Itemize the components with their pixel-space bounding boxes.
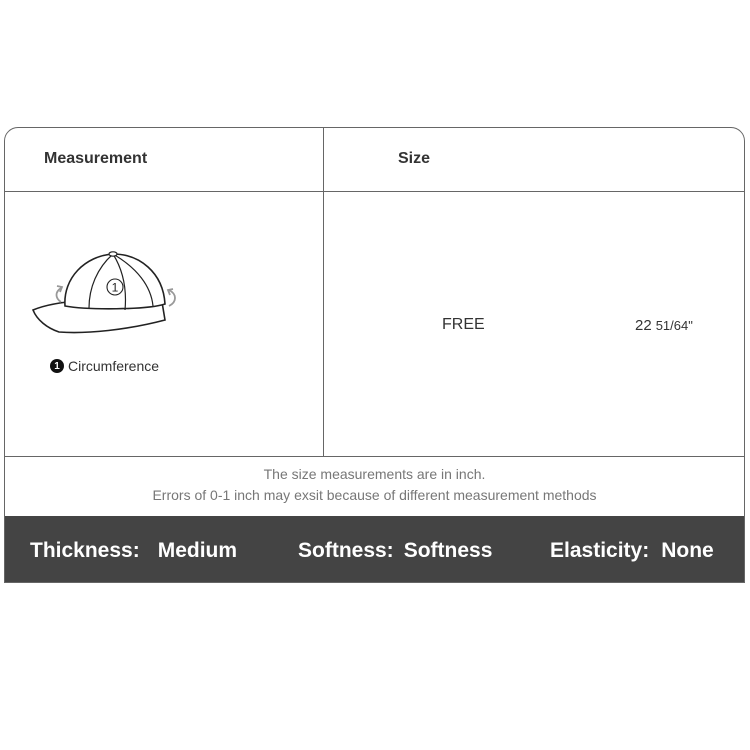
thickness-value: Medium <box>157 539 238 562</box>
thickness-label: Thickness: <box>30 539 140 562</box>
softness-value: Softness <box>403 539 493 562</box>
note-line-2: Errors of 0-1 inch may exsit because of different measurement methods <box>152 487 597 503</box>
note-line-1: The size measurements are in inch. <box>263 466 486 482</box>
attribute-bar <box>5 516 744 583</box>
size-header: Size <box>398 150 431 167</box>
baseball-cap-illustration <box>27 248 197 348</box>
legend-label: Circumference <box>68 358 160 374</box>
measurement-note <box>5 464 744 506</box>
elasticity-value: None <box>661 539 714 562</box>
elasticity-attribute <box>550 539 714 563</box>
elasticity-label: Elasticity: <box>550 539 650 562</box>
legend-number-badge: 1 <box>50 359 64 373</box>
softness-attribute <box>298 539 492 563</box>
softness-label: Softness: <box>298 539 394 562</box>
column-divider <box>323 128 324 456</box>
size-label: FREE <box>442 316 485 333</box>
size-value <box>635 317 693 334</box>
circumference-legend <box>50 358 159 374</box>
measurement-header: Measurement <box>44 150 148 167</box>
table-header-row <box>5 128 744 192</box>
thickness-attribute <box>30 539 237 563</box>
size-value-whole: 22 <box>635 317 652 334</box>
table-body-row <box>5 192 744 457</box>
svg-text:1: 1 <box>111 280 119 295</box>
size-value-fraction: 51/64" <box>655 318 693 333</box>
size-chart-card <box>4 127 745 583</box>
